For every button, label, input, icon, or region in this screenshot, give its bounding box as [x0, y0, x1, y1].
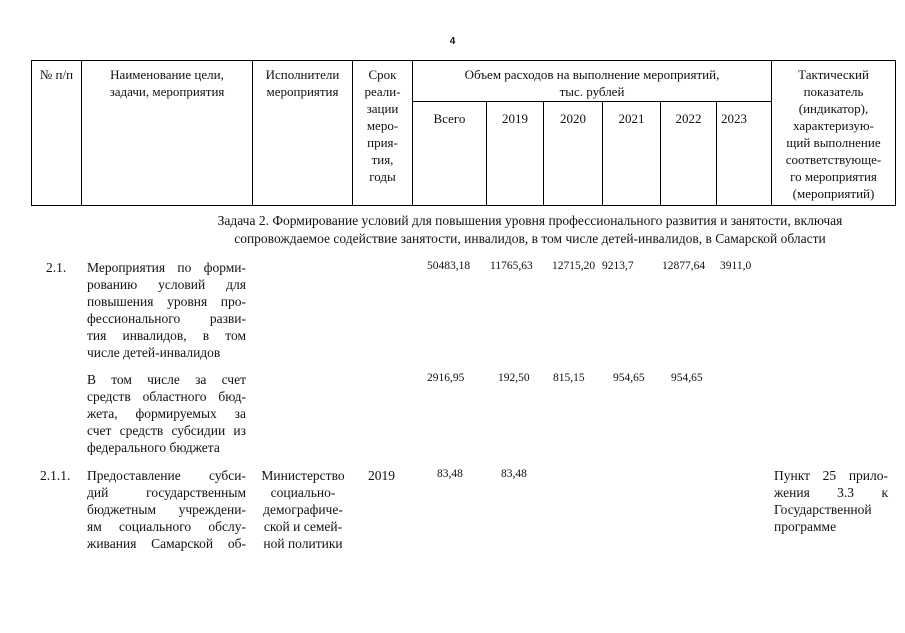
row-term: 2019 [368, 468, 395, 483]
task-title-line2: сопровождаемое содействие занятости, инвалидов, в том числе детей-инвалидов, в Самарской области [234, 231, 826, 246]
row-executor-line: ской и семей- [263, 519, 343, 534]
row-name-line: дий государственным [87, 485, 246, 500]
header-num: № п/п [39, 67, 74, 82]
header-term-line: меро- [366, 118, 399, 133]
header-indicator-line: (мероприятий) [792, 186, 875, 201]
header-name [82, 66, 252, 100]
page-number: 4 [449, 36, 456, 47]
row-number: 2.1.1. [40, 468, 71, 483]
header-indicator-line: соответствующе- [785, 152, 882, 167]
row-name-line: счет средств субсидии из [87, 423, 246, 438]
header-year-2020: 2020 [560, 111, 586, 126]
row-name-line: фессионального разви- [87, 311, 246, 326]
header-exec-line1: Исполнители [265, 67, 340, 82]
header-indicator-line: (индикатор), [798, 101, 869, 116]
header-term-line: зации [366, 101, 399, 116]
header-year-2023: 2023 [721, 111, 747, 126]
row-name-line: рованию условий для [87, 277, 246, 292]
header-indicator [772, 66, 895, 202]
value-total: 50483,18 [427, 260, 471, 272]
row-name-line: Предоставление субси- [87, 468, 246, 483]
value-2019: 192,50 [498, 372, 530, 384]
row-indicator-line: Государственной [774, 502, 872, 517]
value-2019: 83,48 [501, 468, 527, 480]
row-name-line: федерального бюджета [87, 440, 220, 455]
row-executor [256, 467, 350, 552]
row-name-line: числе детей-инвалидов [87, 345, 221, 360]
row-executor-line: демографиче- [263, 502, 343, 517]
row-name-line: тия инвалидов, в том [87, 328, 246, 343]
value-2022: 954,65 [671, 372, 703, 384]
header-indicator-line: Тактический [798, 67, 869, 82]
header-term-line: прия- [367, 135, 398, 150]
row-indicator-line: Пункт 25 прило- [774, 468, 888, 483]
header-exec-line2: мероприятия [266, 84, 339, 99]
header-year-total: Всего [433, 111, 466, 126]
header-name-line2: задачи, мероприятия [109, 84, 225, 99]
value-2019: 11765,63 [490, 260, 533, 272]
header-volume-line2: тыс. рублей [559, 84, 625, 99]
header-term-line: Срок [368, 67, 397, 82]
header-indicator-line: щий выполнение [786, 135, 881, 150]
row-name-line: ям социального обслу- [87, 519, 246, 534]
value-total: 83,48 [437, 468, 463, 480]
row-executor-line: Министерство [261, 468, 345, 483]
row-name-line: В том числе за счет [87, 372, 246, 387]
row-indicator-line: программе [774, 519, 837, 534]
header-term-line: тия, [371, 152, 394, 167]
row-name-line: средств областного бюд- [87, 389, 246, 404]
row-name-line: повышения уровня про- [87, 294, 246, 309]
header-year-2022: 2022 [675, 111, 702, 126]
header-term [353, 66, 412, 185]
header-volume-line1: Объем расходов на выполнение мероприятий, [464, 67, 720, 82]
header-indicator-line: показатель [803, 84, 864, 99]
row-number: 2.1. [46, 260, 67, 275]
row-name-line: Мероприятия по форми- [87, 260, 246, 275]
value-2021: 954,65 [613, 372, 645, 384]
row-executor-line: ной политики [263, 536, 343, 551]
value-2022: 12877,64 [662, 260, 706, 272]
header-year-2019: 2019 [502, 111, 528, 126]
row-name-line: бюджетным учреждени- [87, 502, 246, 517]
header-name-line1: Наименование цели, [110, 67, 224, 82]
row-executor-line: социально- [270, 485, 336, 500]
header-year-2021: 2021 [618, 111, 645, 126]
header-term-line: реали- [364, 84, 401, 99]
header-executors [253, 66, 352, 100]
header-term-line: годы [369, 169, 396, 184]
row-indicator-line: жения 3.3 к [774, 485, 888, 500]
row-indicator [774, 467, 888, 535]
value-total: 2916,95 [427, 372, 465, 384]
row-name [87, 371, 246, 456]
row-name [87, 259, 246, 361]
task-title-line1: Задача 2. Формирование условий для повышения уровня профессионального развития и занятости, включая [217, 213, 843, 228]
row-name-line: живания Самарской об- [87, 536, 246, 551]
row-name [87, 467, 246, 552]
value-2021: 9213,7 [602, 260, 634, 272]
value-2020: 12715,20 [552, 260, 596, 272]
task-title [180, 212, 880, 248]
header-volume [413, 66, 771, 100]
header-indicator-line: характеризую- [793, 118, 874, 133]
row-name-line: жета, формируемых за [87, 406, 246, 421]
value-2020: 815,15 [553, 372, 585, 384]
value-2023: 3911,0 [720, 260, 752, 272]
header-indicator-line: го мероприятия [790, 169, 877, 184]
